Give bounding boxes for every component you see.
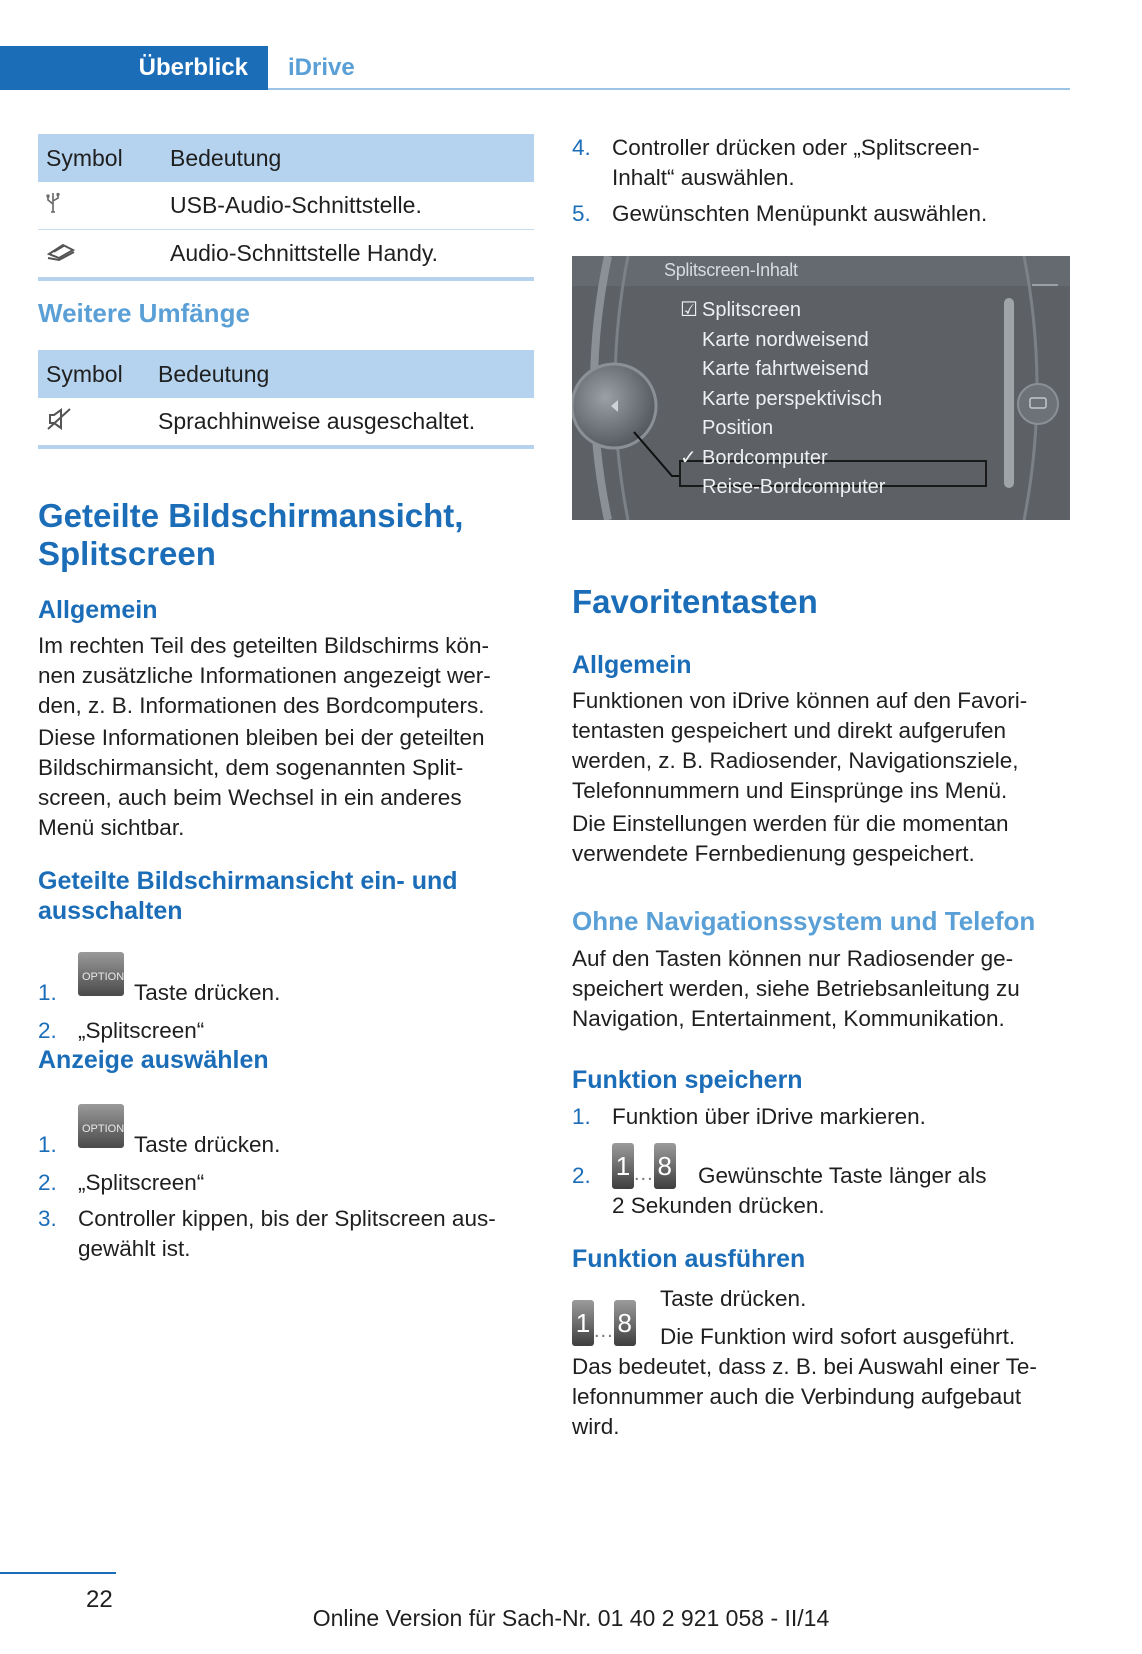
anzeige-steps	[38, 1123, 534, 1264]
table-row	[38, 182, 534, 230]
table-row	[38, 230, 534, 280]
screen-menu-item[interactable]: Position	[702, 417, 774, 439]
allgemein-heading: Allgemein	[38, 596, 158, 624]
weitere-heading: Weitere Umfänge	[38, 298, 250, 328]
footer-online-version: Online Version für Sach-Nr. 01 40 2 921 058 - II/14	[312, 1605, 830, 1631]
header-tab-ueberblick: Überblick	[0, 46, 268, 90]
onoff-steps	[38, 971, 534, 1046]
header-tab-idrive: iDrive	[288, 54, 355, 81]
symbol-table-weitere	[38, 350, 534, 449]
splitscreen-paragraph-1: Im rechten Teil des geteilten Bildschirms kön- nen zusätzliche Informationen angezeigt wer- den, z. B. Informationen des Bordcomputers.	[38, 633, 491, 718]
col-header-symbol: Symbol	[38, 350, 150, 398]
voice-muted-icon	[38, 398, 150, 447]
option-button-icon: OPTION	[78, 952, 124, 996]
favoriten-paragraph-2: Die Einstellungen werden für die momentan verwendete Fernbedienung gespeichert.	[572, 811, 1009, 866]
checkmark-icon: ✓	[680, 446, 697, 469]
screen-menu-item[interactable]: ☑ Splitscreen	[686, 296, 885, 326]
footer-rule	[0, 1572, 116, 1574]
page-number: 22	[86, 1586, 113, 1613]
screen-menu-item-selected[interactable]: ✓ Bordcomputer	[686, 444, 885, 474]
list-item: 1. OPTION Taste drücken.	[38, 978, 534, 1010]
phone-audio-icon	[38, 230, 162, 280]
ohne-heading: Ohne Navigationssystem und Telefon	[572, 906, 1036, 936]
screen-menu-item[interactable]: Karte fahrtweisend	[702, 358, 869, 380]
favorite-keys-icon: 1 ... 8	[572, 1300, 636, 1346]
favoriten-allgemein-heading: Allgemein	[572, 651, 692, 679]
screen-title: Splitscreen-Inhalt	[664, 260, 798, 280]
favoriten-paragraph-1: Funktionen von iDrive können auf den Favori- tentasten gespeichert und direkt aufgerufen werden, z. B. Radiosender, Navigationsziele, Telefonnummern und Einsprünge ins Menü.	[572, 688, 1028, 803]
screen-menu-item[interactable]: Reise-Bordcomputer	[702, 476, 886, 498]
screen-menu-item[interactable]: Karte perspektivisch	[702, 387, 883, 410]
table-cell-meaning: Audio-Schnittstelle Handy.	[162, 230, 534, 280]
ohne-paragraph: Auf den Tasten können nur Radiosender ge- speichert werden, siehe Betriebsanleitung zu Navigation, Entertainment, Kommunikation.	[572, 946, 1020, 1031]
list-item: 1. Funktion über iDrive markieren.	[572, 1104, 926, 1129]
col-header-meaning: Bedeutung	[150, 350, 534, 398]
col-header-meaning: Bedeutung	[162, 134, 534, 182]
splitscreen-paragraph-2: Diese Informationen bleiben bei der geteilten Bildschirmansicht, dem sogenannten Split- screen, auch beim Wechsel in ein anderes Menü sichtbar.	[38, 725, 485, 840]
table-row	[38, 398, 534, 447]
screen-menu-list	[680, 296, 886, 503]
table-cell-meaning: Sprachhinweise ausgeschaltet.	[150, 398, 534, 447]
ausfuehren-paragraph: Das bedeutet, dass z. B. bei Auswahl einer Te- lefonnummer auch die Verbindung aufgebaut wird.	[572, 1354, 1037, 1439]
speichern-heading: Funktion speichern	[572, 1066, 803, 1094]
list-item: 5. Gewünschten Menüpunkt auswählen.	[572, 201, 988, 226]
splitscreen-menu-screenshot	[572, 256, 1070, 520]
anzeige-heading: Anzeige auswählen	[38, 1046, 269, 1074]
splitscreen-heading: Geteilte Bildschirmansicht, Splitscreen	[38, 497, 464, 572]
speichern-steps	[572, 1102, 1072, 1132]
option-button-icon: OPTION	[78, 1104, 124, 1148]
list-item: 2. „Splitscreen“	[38, 1170, 205, 1195]
usb-icon	[38, 182, 162, 230]
favorite-keys-icon: 1 ... 8	[612, 1143, 676, 1189]
onoff-heading: Geteilte Bildschirmansicht ein- und ausschalten	[38, 867, 458, 925]
symbol-table-audio	[38, 134, 534, 281]
screen-menu-item[interactable]: Karte nordweisend	[702, 328, 869, 351]
ausfuehren-heading: Funktion ausführen	[572, 1245, 806, 1273]
table-cell-meaning: USB-Audio-Schnittstelle.	[162, 182, 534, 230]
header-rule	[268, 88, 1070, 90]
list-item: 3. Controller kippen, bis der Splitscreen aus- gewählt ist.	[38, 1206, 496, 1261]
list-item: 4. Controller drücken oder „Splitscreen- Inhalt“ auswählen.	[572, 135, 980, 190]
favoriten-heading: Favoritentasten	[572, 583, 818, 620]
list-item: 2. „Splitscreen“	[38, 1018, 205, 1043]
list-item: 1. OPTION Taste drücken.	[38, 1130, 534, 1162]
splitscreen-steps-continued	[572, 133, 1072, 229]
col-header-symbol: Symbol	[38, 134, 162, 182]
checkbox-checked-icon: ☑	[680, 299, 698, 321]
